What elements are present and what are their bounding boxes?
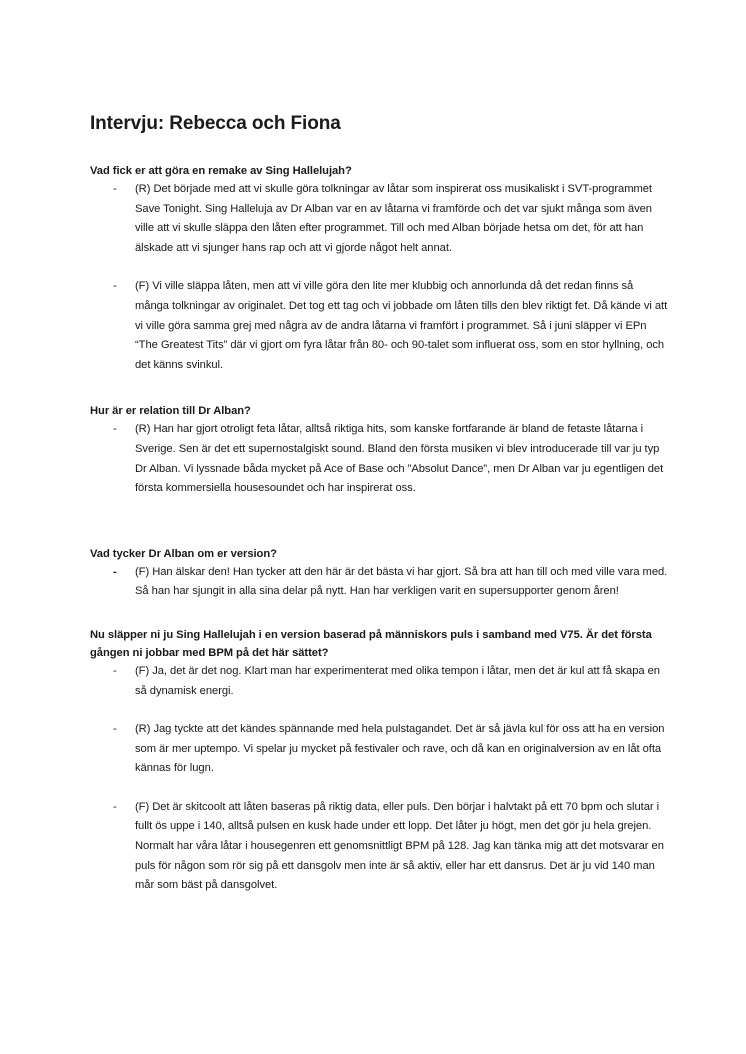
- answer-list-4: [90, 662, 670, 896]
- answer-item: [90, 798, 670, 896]
- bullet-dash: -: [113, 565, 117, 578]
- answer-list-1: [90, 180, 670, 375]
- answer-item: [90, 720, 670, 779]
- question-3: Vad tycker Dr Alban om er version?: [90, 547, 277, 560]
- answer-text: (F) Vi ville släppa låten, men att vi ville göra den lite mer klubbig och annorlunda då det redan finns så många tolkningar av originalet. Det tog ett tag och vi jobbade om låten tills den blev riktigt fet. Då kände vi att vi ville göra samma grej med några av de andra låtarna vi framfört i programmet. Så i juni släpper vi EPn “The Greatest Tits” där vi gjort om fyra låtar från 80- och 90-talet som influerat oss, som en stor hyllning, och det känns svinkul.: [135, 280, 668, 371]
- answer-item: [90, 180, 670, 258]
- interview-section-1: [90, 162, 670, 375]
- answer-item: [90, 563, 670, 602]
- answer-text: (R) Det började med att vi skulle göra tolkningar av låtar som inspirerat oss musikaliskt i SVT-programmet Save Tonight. Sing Halleluja av Dr Alban var en av låtarna vi framförde och det var sjukt många som även ville att vi skulle släppa den låten efter programmet. Till och med Alban började hetsa om det, för att han älskade att vi sjunger hans rap och att vi gjorde något helt annat.: [135, 183, 652, 254]
- answer-text: (F) Han älskar den! Han tycker att den här är det bästa vi har gjort. Så bra att han till och med ville vara med. Så han har sjungit in alla sina delar på nytt. Han har verkligen varit en supersupporter genom åren!: [135, 565, 668, 598]
- interview-section-2: [90, 402, 670, 498]
- answer-text: (F) Ja, det är det nog. Klart man har experimenterat med olika tempon i låtar, men det är kul att få skapa en så dynamisk energi.: [135, 664, 660, 697]
- answer-list-2: [90, 420, 670, 498]
- bullet-dash: -: [113, 723, 117, 736]
- question-4: Nu släpper ni ju Sing Hallelujah i en version baserad på människors puls i samband med V75. Är det första gången ni jobbar med BPM på det här sättet?: [90, 628, 652, 659]
- bullet-dash: -: [113, 423, 117, 436]
- bullet-dash: -: [113, 183, 117, 195]
- answer-item: [90, 662, 670, 701]
- answer-text: (F) Det är skitcoolt att låten baseras på riktig data, eller puls. Den börjar i halvtakt på ett 70 bpm och slutar i fullt ös uppe i 140, alltså pulsen en kusk hade under ett lopp. Det låter ju högt, men det gör ju hela grejen. Normalt har våra låtar i housegenren ett genomsnittligt BPM på 128. Jag kan tänka mig att det motsvarar en puls för någon som rör sig på ett dansgolv men inte är så aktiv, eller har ett dansrus. Det är ju vid 140 man mår som bäst på dansgolvet.: [135, 800, 664, 892]
- bullet-dash: -: [113, 664, 117, 677]
- answer-text: (R) Han har gjort otroligt feta låtar, alltså riktiga hits, som kanske fortfarande är bland de fetaste låtarna i Sverige. Sen är det ett supernostalgiskt sound. Bland den första musiken vi blev introducerade till var ju typ Dr Alban. Vi lyssnade båda mycket på Ace of Base och ”Absolut Dance”, men Dr Alban var ju egentligen det första kommersiella housesoundet och har inspirerat oss.: [135, 423, 664, 495]
- answer-text: (R) Jag tyckte att det kändes spännande med hela pulstagandet. Det är så jävla kul för oss att ha en version som är mer uptempo. Vi spelar ju mycket på festivaler och rave, och då kan en originalversion av en låt ofta kännas för lugn.: [135, 723, 665, 775]
- answer-list-3: [90, 563, 670, 602]
- document-page: [90, 112, 670, 896]
- interview-section-3: [90, 545, 670, 602]
- question-1: Vad fick er att göra en remake av Sing Hallelujah?: [90, 165, 352, 177]
- question-2: Hur är er relation till Dr Alban?: [90, 405, 251, 418]
- answer-item: [90, 420, 670, 498]
- bullet-dash: -: [113, 800, 117, 813]
- bullet-dash: -: [113, 280, 117, 293]
- answer-item: [90, 277, 670, 375]
- interview-section-4: [90, 626, 670, 896]
- document-title: Intervju: Rebecca och Fiona: [90, 113, 341, 134]
